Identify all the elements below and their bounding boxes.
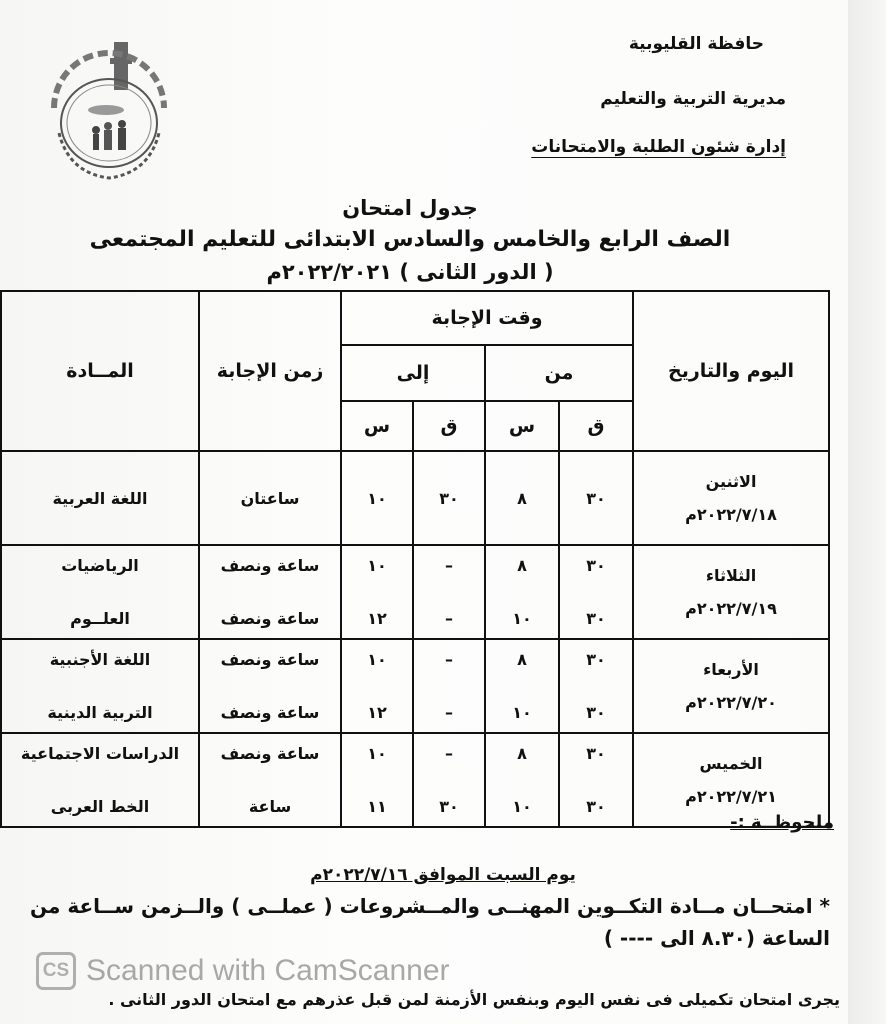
note-label: ملحوظــة :- <box>730 812 834 833</box>
from-hour-value: ٨ <box>517 650 527 669</box>
from-hour-value: ٨ <box>517 556 527 575</box>
to-hour-value: ١٠ <box>367 744 387 763</box>
to-hour-cell <box>341 545 413 639</box>
duration-value: ساعة <box>248 797 292 816</box>
from-hour-value: ١٠ <box>512 609 532 628</box>
note-main-text: * امتحــان مــادة التكــوين المهنــى والمــشروعات ( عملــى ) والــزمن ســاعة من الساعة (٨.٣٠ الى ---- ) <box>30 894 830 950</box>
subject-cell <box>1 639 199 733</box>
doc-session: ( الدور الثانى ) ٢٠٢٢/٢٠٢١م <box>266 260 554 284</box>
to-minute-cell <box>413 639 485 733</box>
from-minute-cell <box>559 545 633 639</box>
to-hour-value: ١٢ <box>367 703 387 722</box>
header-duration: زمن الإجابة <box>199 291 341 451</box>
to-hour-cell <box>341 639 413 733</box>
directorate-name: مديرية التربية والتعليم <box>600 89 786 109</box>
from-hour-cell <box>485 451 559 545</box>
camscanner-watermark <box>36 952 450 990</box>
table-row <box>1 545 829 639</box>
header-answer-time: وقت الإجابة <box>341 291 633 345</box>
exam-date: ٢٠٢٢/٧/١٩م <box>685 599 777 618</box>
subject-cell <box>1 545 199 639</box>
exam-date: ٢٠٢٢/٧/٢١م <box>685 787 777 806</box>
duration-value: ساعة ونصف <box>220 609 320 628</box>
day-date-cell <box>633 545 829 639</box>
subject-value: الرياضيات <box>61 556 139 575</box>
subject-cell <box>1 451 199 545</box>
from-hour-cell <box>485 545 559 639</box>
ministry-seal-icon <box>34 38 184 188</box>
duration-value: ساعة ونصف <box>220 650 320 669</box>
from-hour-value: ١٠ <box>512 703 532 722</box>
header-to-minute: ق <box>413 401 485 451</box>
to-hour-cell <box>341 451 413 545</box>
subject-value: التربية الدينية <box>47 703 153 722</box>
note-date-line: يوم السبت الموافق ٢٠٢٢/٧/١٦م <box>310 865 576 885</box>
watermark-text: Scanned with CamScanner <box>86 954 450 987</box>
duration-cell <box>199 545 341 639</box>
from-hour-value: ٨ <box>517 744 527 763</box>
from-minute-value: ٣٠ <box>586 797 606 816</box>
from-minute-value: ٣٠ <box>586 488 606 508</box>
to-minute-value: ٣٠ <box>439 797 459 816</box>
duration-value: ساعة ونصف <box>220 556 320 575</box>
from-minute-value: ٣٠ <box>586 703 606 722</box>
to-hour-value: ١٠ <box>367 650 387 669</box>
header-from: من <box>485 345 633 401</box>
from-hour-value: ٨ <box>517 488 527 508</box>
camscanner-logo-icon: CS <box>36 952 76 990</box>
to-hour-value: ١٠ <box>367 556 387 575</box>
subject-value: اللغة الأجنبية <box>49 650 151 669</box>
exam-date: ٢٠٢٢/٧/١٨م <box>685 505 777 524</box>
duration-value: ساعة ونصف <box>220 744 320 763</box>
from-minute-value: ٣٠ <box>586 556 606 575</box>
to-minute-value: – <box>445 703 453 722</box>
day-date-cell <box>633 451 829 545</box>
header-subject: المــادة <box>1 291 199 451</box>
subject-value: الخط العربى <box>50 797 150 816</box>
governorate-name: حافظة القليوبية <box>628 34 764 54</box>
to-hour-value: ١٠ <box>367 488 387 508</box>
to-minute-value: – <box>445 556 453 575</box>
exam-schedule-table <box>0 290 830 828</box>
header-to-hour: س <box>341 401 413 451</box>
to-minute-value: ٣٠ <box>439 488 459 508</box>
note-extra-text: يجرى امتحان تكميلى فى نفس اليوم وبنفس الأزمنة لمن قبل عذرهم مع امتحان الدور الثانى . <box>108 990 840 1009</box>
table-row <box>1 451 829 545</box>
to-minute-value: – <box>445 609 453 628</box>
header-to: إلى <box>341 345 485 401</box>
from-minute-cell <box>559 451 633 545</box>
to-hour-value: ١٢ <box>367 609 387 628</box>
from-minute-value: ٣٠ <box>586 609 606 628</box>
day-name: الثلاثاء <box>705 566 757 585</box>
to-minute-value: – <box>445 650 453 669</box>
from-hour-cell <box>485 639 559 733</box>
doc-title: جدول امتحان <box>342 196 478 220</box>
header-day-date: اليوم والتاريخ <box>633 291 829 451</box>
header-from-hour: س <box>485 401 559 451</box>
to-minute-cell <box>413 545 485 639</box>
to-minute-cell <box>413 451 485 545</box>
doc-subtitle: الصف الرابع والخامس والسادس الابتدائى للتعليم المجتمعى <box>89 227 731 252</box>
day-name: الخميس <box>699 754 763 773</box>
department-name: إدارة شئون الطلبة والامتحانات <box>531 137 786 157</box>
subject-value: الدراسات الاجتماعية <box>20 744 180 763</box>
from-minute-value: ٣٠ <box>586 650 606 669</box>
exam-date: ٢٠٢٢/٧/٢٠م <box>685 693 777 712</box>
day-name: الاثنين <box>705 472 757 491</box>
subject-value: اللغة العربية <box>52 488 148 508</box>
duration-value: ساعتان <box>240 488 300 508</box>
table-row <box>1 639 829 733</box>
duration-cell <box>199 451 341 545</box>
duration-cell <box>199 639 341 733</box>
day-date-cell <box>633 639 829 733</box>
from-minute-cell <box>559 639 633 733</box>
subject-value: العلــوم <box>70 609 130 628</box>
duration-value: ساعة ونصف <box>220 703 320 722</box>
day-name: الأربعاء <box>703 660 759 679</box>
header-from-minute: ق <box>559 401 633 451</box>
to-minute-value: – <box>445 744 453 763</box>
to-hour-value: ١١ <box>367 797 387 816</box>
from-hour-value: ١٠ <box>512 797 532 816</box>
from-minute-value: ٣٠ <box>586 744 606 763</box>
